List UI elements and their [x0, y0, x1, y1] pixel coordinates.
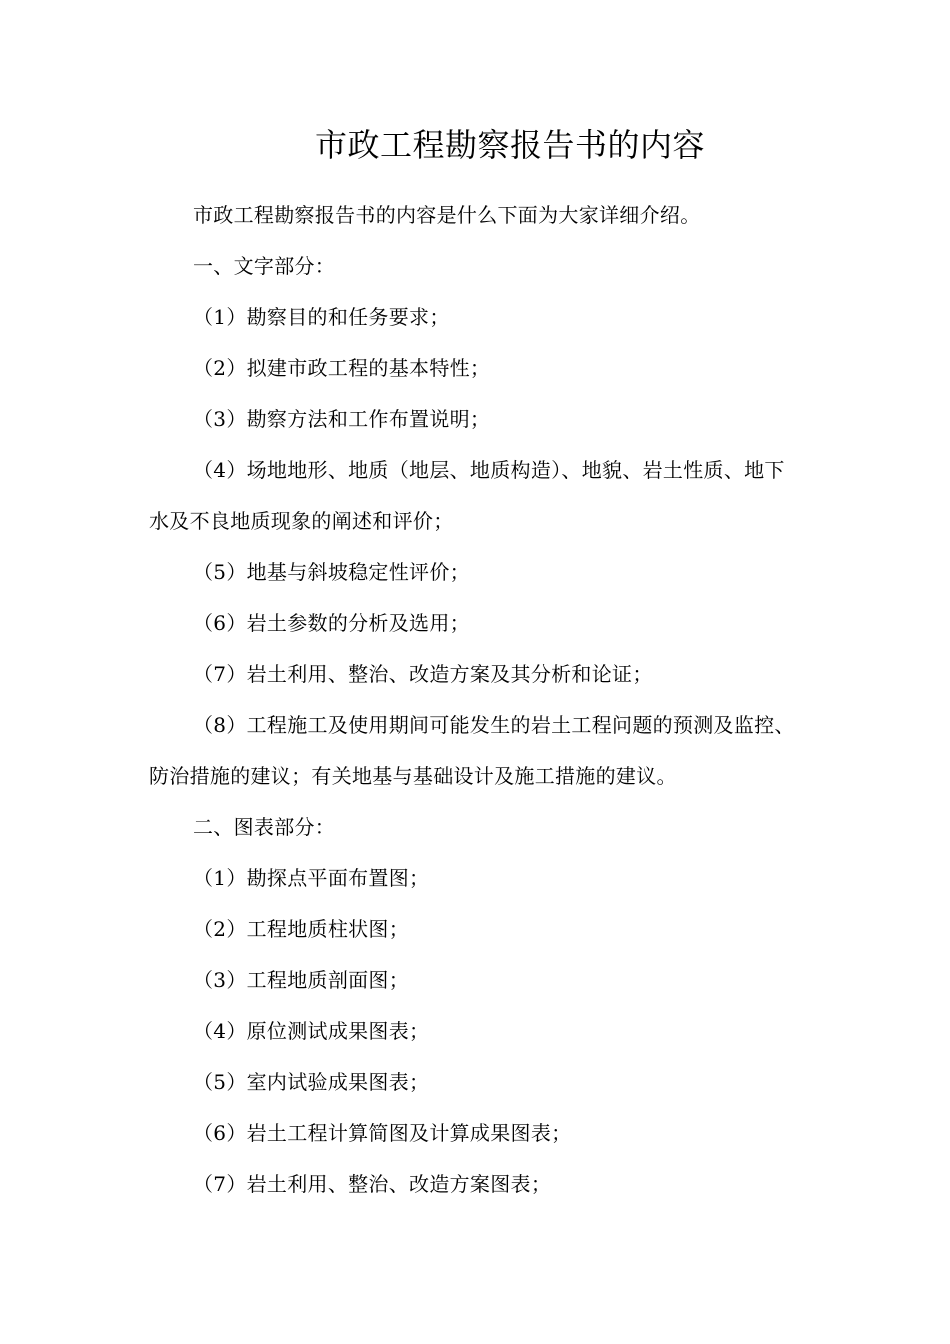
list-item: （3）勘察方法和工作布置说明；	[193, 407, 491, 431]
document-body	[149, 190, 799, 1210]
document-title: 市政工程勘察报告书的内容	[314, 126, 705, 164]
list-item: （1）勘察目的和任务要求；	[193, 305, 450, 329]
list-item: （7）岩土利用、整治、改造方案及其分析和论证；	[193, 662, 653, 686]
list-item: （1）勘探点平面布置图；	[193, 866, 430, 890]
list-item: （4）场地地形、地质（地层、地质构造）、地貌、岩土性质、地下水及不良地质现象的阐述和评价；	[149, 458, 785, 533]
list-item: （3）工程地质剖面图；	[193, 968, 410, 992]
list-item: （4）原位测试成果图表；	[193, 1019, 430, 1043]
list-item: （2）拟建市政工程的基本特性；	[193, 356, 491, 380]
list-item: （7）岩土利用、整治、改造方案图表；	[193, 1172, 552, 1196]
list-item: （6）岩土参数的分析及选用；	[193, 611, 470, 635]
list-item: （2）工程地质柱状图；	[193, 917, 410, 941]
intro-paragraph: 市政工程勘察报告书的内容是什么下面为大家详细介绍。	[193, 203, 701, 227]
list-item: （5）室内试验成果图表；	[193, 1070, 430, 1094]
list-item: （8）工程施工及使用期间可能发生的岩土工程问题的预测及监控、防治措施的建议；有关地基与基础设计及施工措施的建议。	[149, 713, 795, 788]
list-item: （5）地基与斜坡稳定性评价；	[193, 560, 470, 584]
section-heading-text: 一、文字部分：	[193, 254, 336, 278]
section-heading-charts: 二、图表部分：	[193, 815, 336, 839]
list-item: （6）岩土工程计算简图及计算成果图表；	[193, 1121, 572, 1145]
